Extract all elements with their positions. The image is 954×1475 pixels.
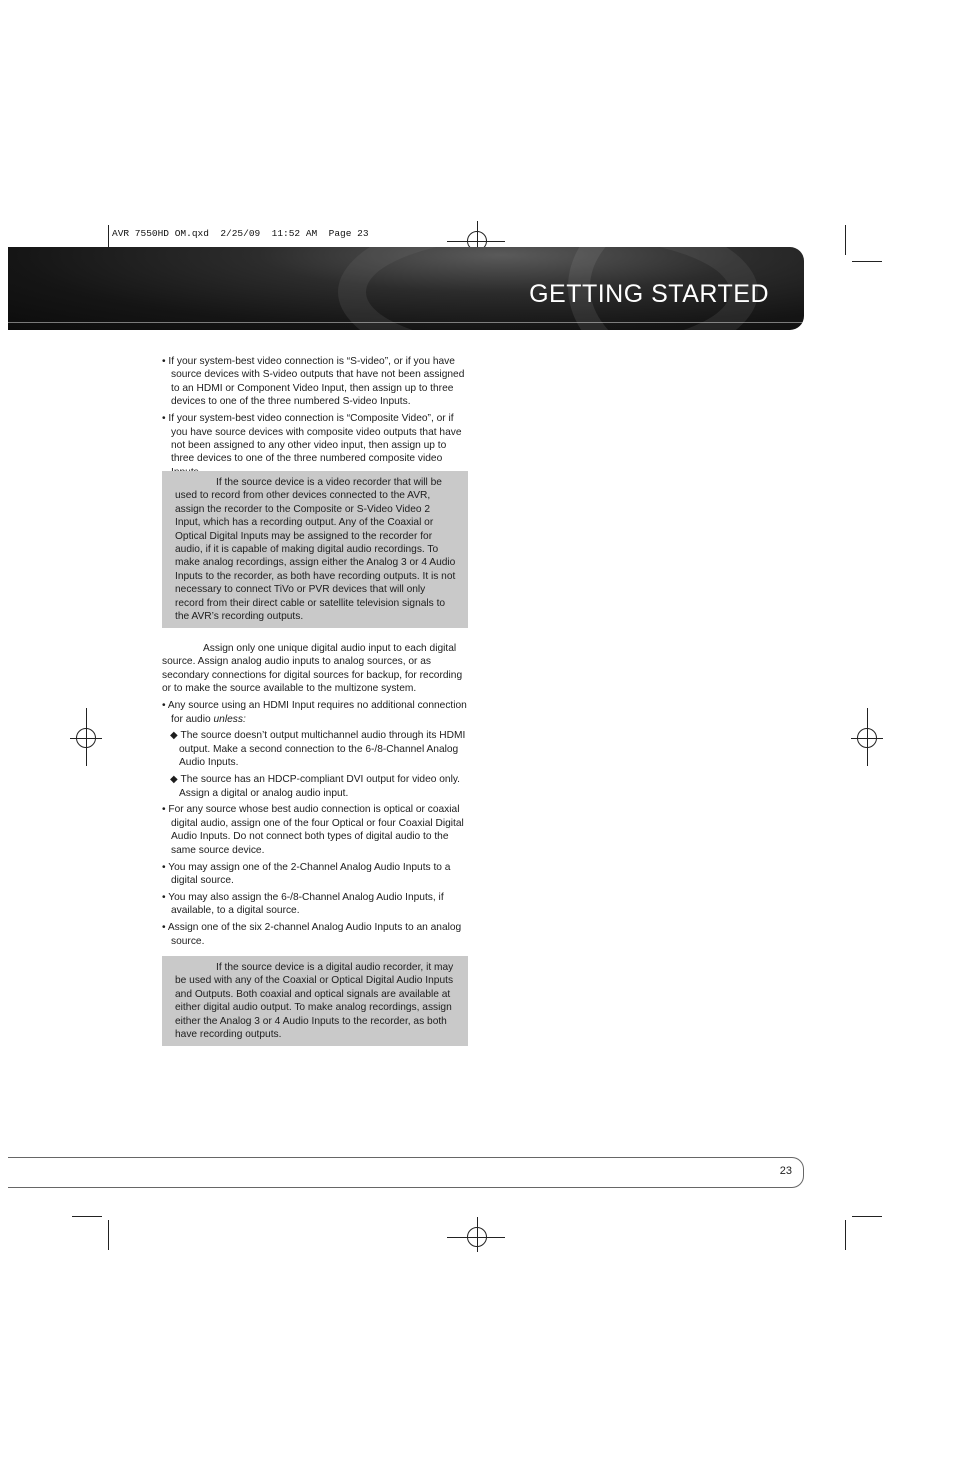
footer-tab (8, 1157, 804, 1188)
unless-text: unless: (213, 713, 246, 725)
note-text: If the source device is a video recorder that will be used to record from other devices connected to the AVR, assign the recorder to the Composite or S-Video Video 2 Input, which has a recording output. Any of the Coaxial or Optical Digital Inputs may be assigned to the recorder for audio, if it is capable of making digital audio recordings. To make analog recordings, assign either the Analog 3 or 4 Audio Inputs to the recorder, as both have recording outputs. It is not necessary to connect TiVo or PVR devices that will only record from their direct cable or satellite television signals to the AVR’s recording outputs. (175, 477, 456, 623)
note-text: If the source device is a digital audio recorder, it may be used with any of the Coaxial or Optical Digital Audio Inputs and Outputs. Both coaxial and optical signals are available at either digital audio output. To make analog recordings, assign either the Analog 3 or 4 Audio Inputs to the recorder, as both have recording outputs. (175, 962, 454, 1041)
list-item: • Assign one of the six 2-channel Analog Audio Inputs to an analog source. (162, 922, 462, 947)
section-banner (8, 247, 804, 330)
page-number: 23 (779, 1165, 792, 1177)
list-item: • You may also assign the 6-/8-Channel Analog Audio Inputs, if available, to a digital source. (162, 891, 444, 917)
section-title: GETTING STARTED (529, 280, 769, 308)
note-box-digital-recorder (162, 956, 468, 1046)
list-item: • Any source using an HDMI Input requires no additional connection for audio unless: (162, 700, 467, 725)
audio-input-section (162, 642, 468, 952)
print-slug-line: AVR 7550HD OM.qxd 2/25/09 11:52 AM Page 23 (112, 228, 369, 239)
list-item: • If your system-best video connection is “Composite Video”, or if you have source devices with composite video outputs that have not been assigned to any other video input, then assign up to three devices to one of the three numbered composite video (162, 413, 462, 465)
list-item: • You may assign one of the 2-Channel Analog Audio Inputs to a digital source. (162, 861, 451, 886)
note-box-video-recorder (162, 471, 468, 628)
video-input-bullets (162, 355, 468, 483)
sub-list-item: ◆ The source doesn’t output multichannel audio through its HDMI output. Make a second connection to the 6-/8-Channel Analog Audio Inputs. (170, 730, 466, 769)
list-item: • If your system-best video connection is “S-video”, or if you have source devices with S-video outputs that have not been assigned to an HDMI or Component Video Input, then assign up to three devices to one of the three numbered S-video Inputs. (162, 356, 465, 408)
audio-intro-text: Assign only one unique digital audio input to each digital source. Assign analog audio inputs to analog sources, or as secondary connections for digital sources for backup, for recording or to make the source available to the multizone system. (162, 643, 463, 695)
sub-list-item: ◆ The source has an HDCP-compliant DVI output for video only. Assign a digital or analog audio input. (170, 774, 461, 799)
list-item: • For any source whose best audio connection is optical or coaxial digital audio, assign one of the four Optical or four Coaxial Digital Audio Inputs. Do not connect both types of digital audio to the same source device. (162, 804, 464, 856)
